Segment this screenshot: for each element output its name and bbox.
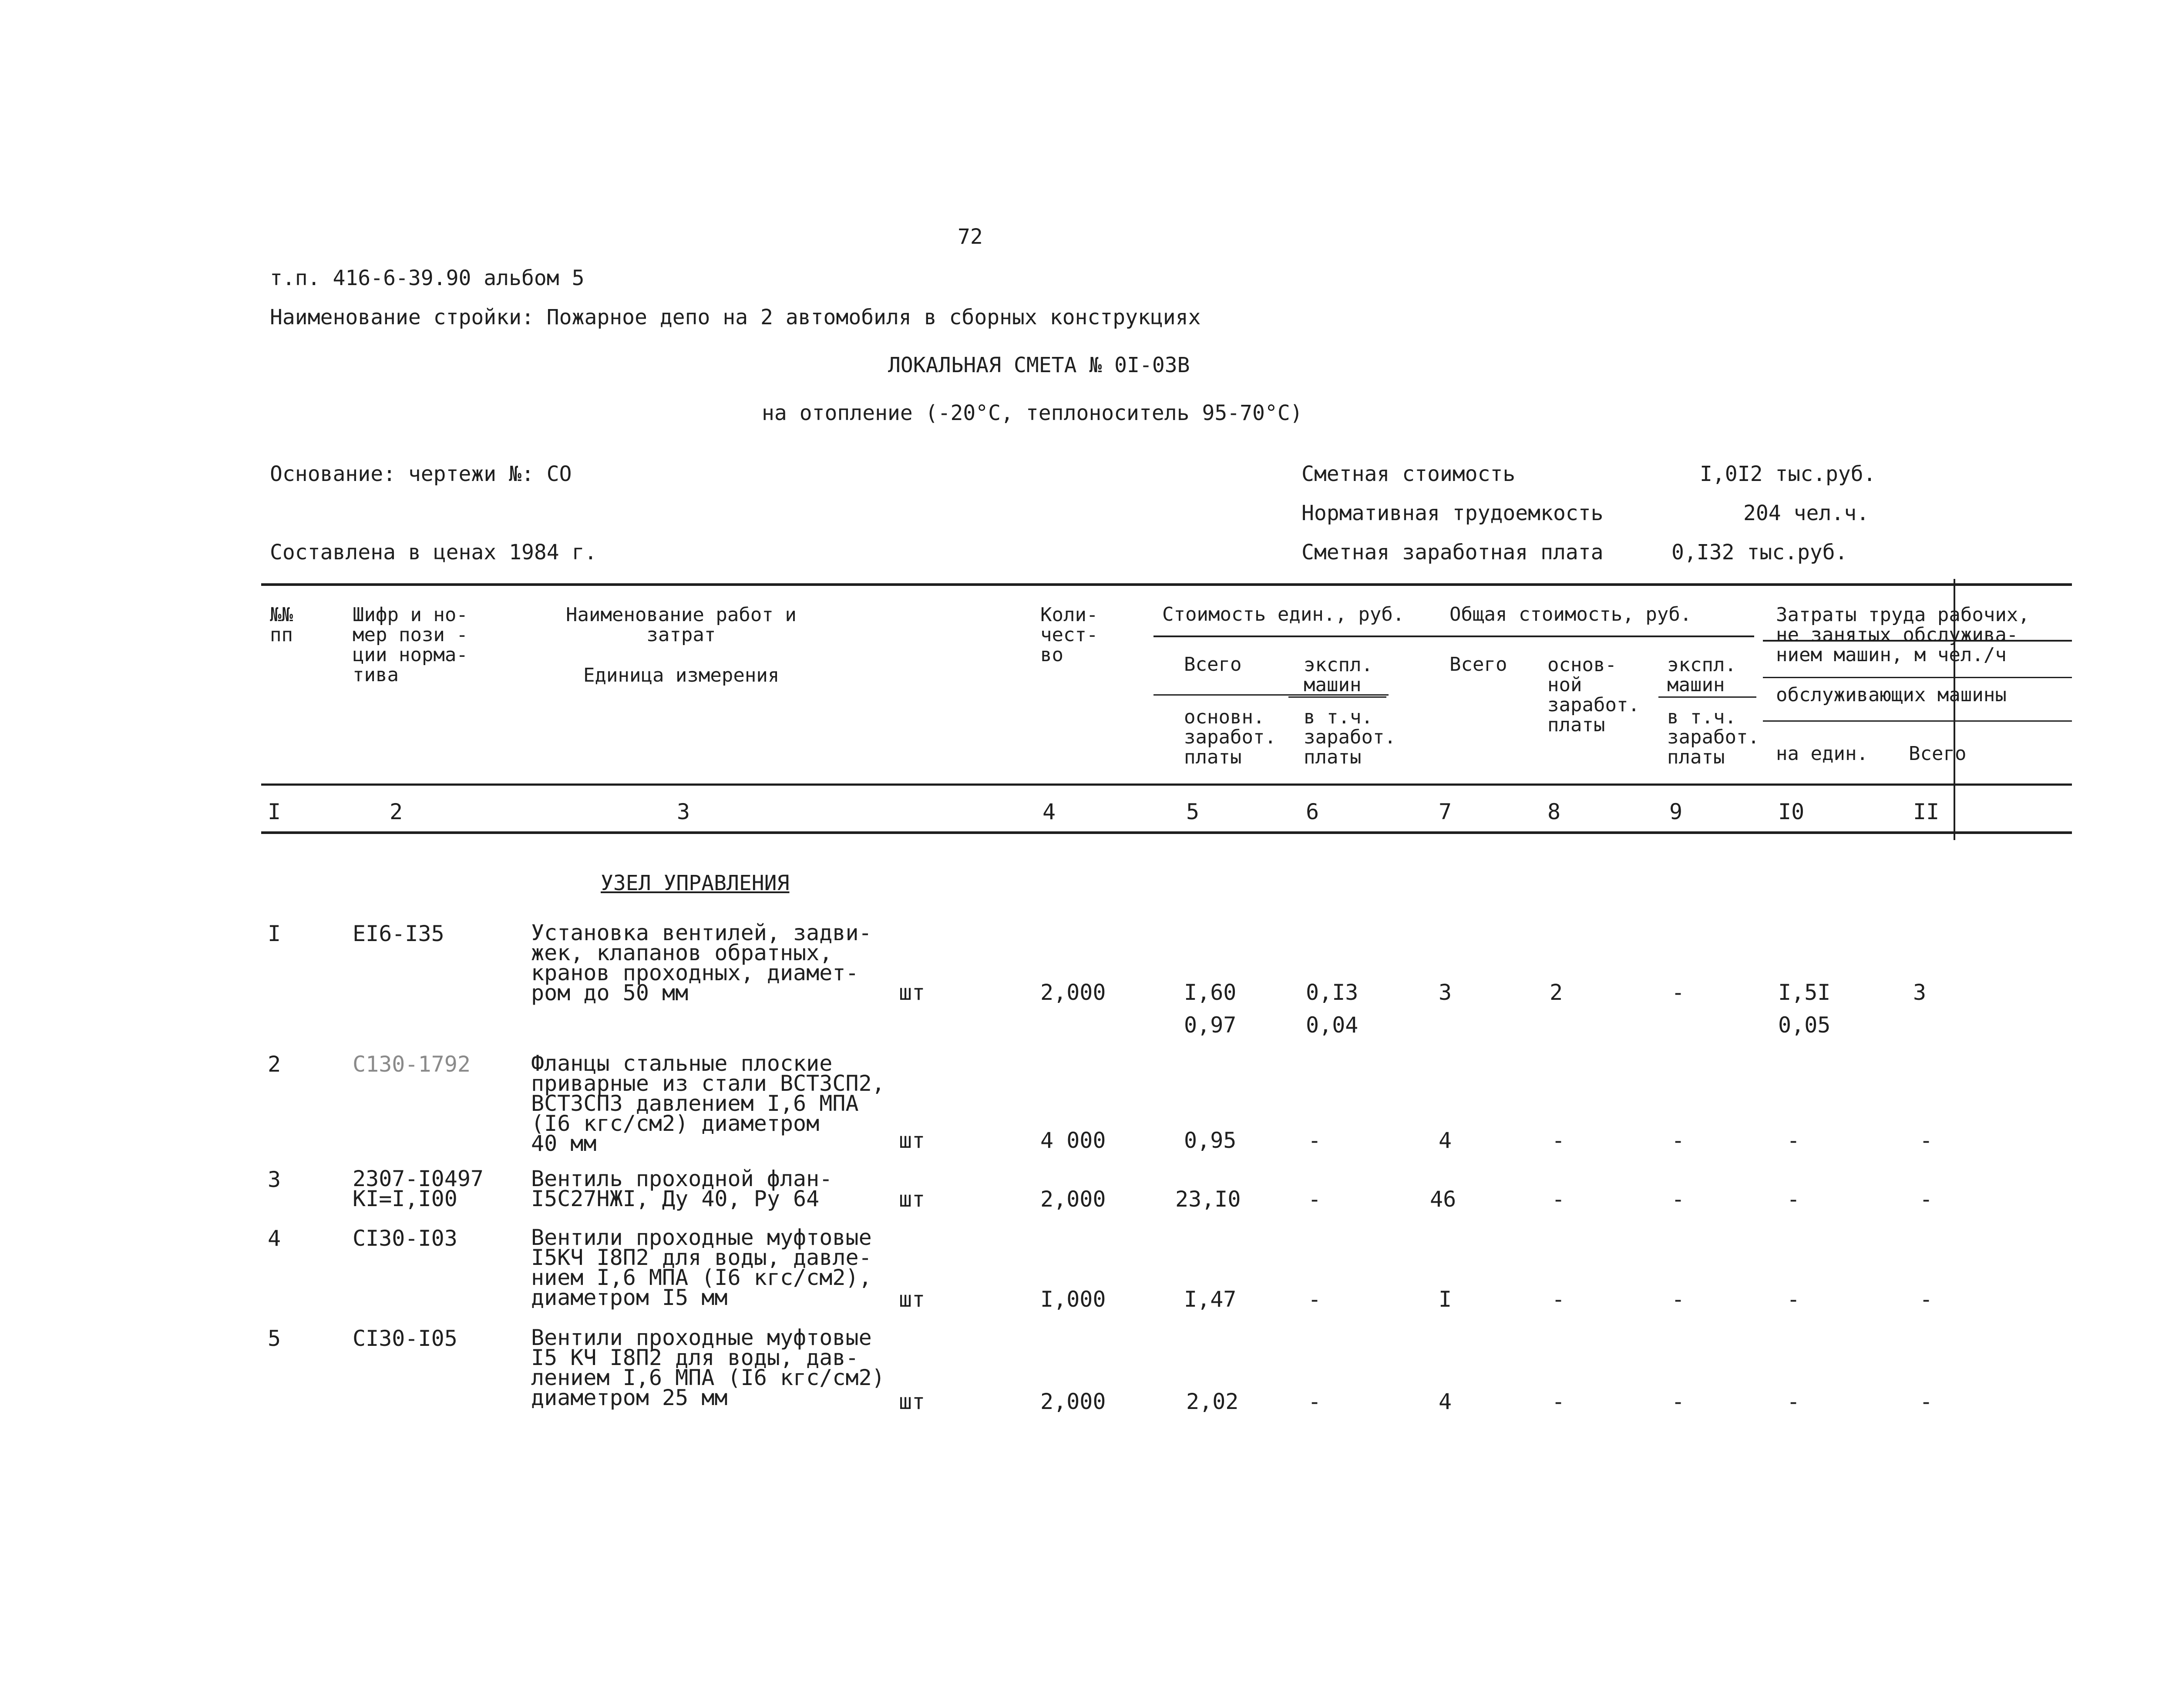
row-labor-unit: -	[1787, 1389, 1800, 1414]
row-qty: 2,000	[1040, 1389, 1106, 1414]
column-number: 4	[1042, 799, 1056, 824]
row-name: Фланцы стальные плоские приварные из стали ВСТ3СП2, ВСТ3СП3 давлением I,6 МПА (I6 кгс/см2) диаметром 40 мм	[531, 1051, 885, 1156]
row-unit-cost: 2,02	[1186, 1389, 1239, 1414]
row-total-expl: -	[1671, 980, 1685, 1005]
column-number: II	[1913, 799, 1940, 824]
summary-label-wages: Сметная заработная плата	[1301, 540, 1604, 565]
row-total-expl: -	[1671, 1187, 1685, 1212]
row-unit-wages: 0,97	[1184, 1012, 1237, 1038]
section-title: УЗЕЛ УПРАВЛЕНИЯ	[601, 871, 790, 895]
row-unit-expl: -	[1308, 1187, 1322, 1212]
row-labor-unit: -	[1787, 1287, 1800, 1312]
column-number: 6	[1306, 799, 1319, 824]
row-total: I	[1439, 1287, 1452, 1312]
row-labor-total: -	[1920, 1287, 1933, 1312]
col-header-num: №№ пп	[270, 604, 293, 646]
column-number: 8	[1547, 799, 1561, 824]
row-total: 4	[1439, 1128, 1452, 1153]
row-name: Установка вентилей, задви- жек, клапанов обратных, кранов проходных, диамет- ром до 50 мм	[531, 920, 872, 1005]
total-cost-group: Общая стоимость, руб.	[1449, 603, 1692, 625]
row-code: С130-1792	[353, 1052, 471, 1077]
row-unit: шт	[899, 1128, 925, 1153]
unit-cost-group: Стоимость един., руб.	[1162, 603, 1405, 625]
row-code: СI30-I03	[353, 1226, 457, 1251]
row-labor-unit: -	[1787, 1187, 1800, 1212]
col-header-machine-service: обслуживающих машины	[1776, 684, 2007, 706]
row-number: 2	[268, 1052, 281, 1077]
column-numbers-rule	[261, 831, 2072, 834]
summary-value-wages: 0,I32 тыс.руб.	[1671, 540, 1848, 565]
row-number: 5	[268, 1326, 281, 1351]
col-header-base-wages: основн. заработ. платы	[1184, 706, 1276, 768]
row-labor-total: -	[1920, 1128, 1933, 1153]
summary-value-cost: I,0I2 тыс.руб.	[1700, 462, 1876, 486]
col-header-expl: экспл. машин	[1304, 654, 1373, 696]
row-name: Вентили проходные муфтовые I5КЧ I8П2 для воды, давле- нием I,6 МПА (I6 кгс/см2), диаметром I5 мм	[531, 1225, 872, 1310]
page-number: 72	[958, 225, 983, 249]
construction-name: Наименование стройки: Пожарное депо на 2 автомобиля в сборных конструкциях	[270, 305, 1201, 329]
row-total-expl: -	[1671, 1287, 1685, 1312]
row-labor-total: 3	[1913, 980, 1927, 1005]
cost-group-rule	[1153, 635, 1754, 637]
col-header-incl-wages: в т.ч. заработ. платы	[1304, 706, 1396, 768]
row-total-base: -	[1552, 1389, 1565, 1414]
row-labor-unit: I,5I	[1778, 980, 1831, 1005]
row-total-base: 2	[1550, 980, 1563, 1005]
basis-line: Основание: чертежи №: СО	[270, 462, 572, 486]
row-unit-cost: 0,95	[1184, 1128, 1237, 1153]
row-code: ЕI6-I35	[353, 921, 444, 946]
row-unit: шт	[899, 980, 925, 1005]
column-number: 7	[1439, 799, 1452, 824]
row-unit-cost: 23,I0	[1175, 1187, 1241, 1212]
column-number: I0	[1778, 799, 1805, 824]
row-unit-expl: -	[1308, 1287, 1322, 1312]
row-total-base: -	[1552, 1287, 1565, 1312]
row-name: Вентили проходные муфтовые I5 КЧ I8П2 для воды, дав- лением I,6 МПА (I6 кгс/см2) диаметром 25 мм	[531, 1325, 885, 1410]
expl-underline-rule	[1288, 696, 1386, 698]
summary-label-labor: Нормативная трудоемкость	[1301, 501, 1604, 525]
header-bottom-rule	[261, 783, 2072, 786]
col-header-total-base: основ- ной заработ. платы	[1547, 654, 1640, 736]
row-qty: 4 000	[1040, 1128, 1106, 1153]
row-unit-expl: -	[1308, 1389, 1322, 1414]
col-header-name: Наименование работ и затрат	[566, 604, 797, 646]
col-header-code: Шифр и но- мер пози - ции норма- тива	[353, 604, 468, 686]
col-header-labor-total: Всего	[1909, 743, 1967, 765]
row-qty: I,000	[1040, 1287, 1106, 1312]
labor-sub-rule-2	[1763, 720, 2072, 722]
row-labor-total: -	[1920, 1389, 1933, 1414]
row-unit-expl: -	[1308, 1128, 1322, 1153]
col-header-all: Всего	[1184, 653, 1242, 676]
row-total-base: -	[1552, 1128, 1565, 1153]
column-number: 9	[1669, 799, 1683, 824]
column-number: I	[268, 799, 281, 824]
row-unit-expl-wages: 0,04	[1306, 1012, 1359, 1038]
estimate-title: ЛОКАЛЬНАЯ СМЕТА № 0I-03В	[888, 353, 1190, 377]
summary-value-labor: 204 чел.ч.	[1743, 501, 1869, 525]
table-top-rule	[261, 583, 2072, 586]
row-qty: 2,000	[1040, 1187, 1106, 1212]
row-total: 3	[1439, 980, 1452, 1005]
row-total-base: -	[1552, 1187, 1565, 1212]
row-number: I	[268, 921, 281, 946]
row-name: Вентиль проходной флан- I5С27НЖI, Ду 40, Ру 64	[531, 1166, 833, 1211]
column-number: 5	[1186, 799, 1200, 824]
row-labor-unit-2: 0,05	[1778, 1012, 1831, 1038]
col-header-qty: Коли- чест- во	[1040, 604, 1098, 666]
row-unit: шт	[899, 1187, 925, 1212]
row-unit: шт	[899, 1287, 925, 1312]
row-total-expl: -	[1671, 1389, 1685, 1414]
column-number: 2	[390, 799, 403, 824]
col-header-total-expl: экспл. машин	[1667, 654, 1736, 696]
labor-sub-rule	[1763, 677, 2072, 678]
col-header-total-incl: в т.ч. заработ. платы	[1667, 706, 1759, 768]
row-unit-cost: I,47	[1184, 1287, 1237, 1312]
row-labor-total: -	[1920, 1187, 1933, 1212]
column-number: 3	[677, 799, 690, 824]
row-code: СI30-I05	[353, 1326, 457, 1351]
row-labor-unit: -	[1787, 1128, 1800, 1153]
row-number: 3	[268, 1167, 281, 1192]
estimate-subtitle: на отопление (-20°С, теплоноситель 95-70°С)	[762, 401, 1303, 425]
row-total: 4	[1439, 1389, 1452, 1414]
row-number: 4	[268, 1226, 281, 1251]
summary-label-cost: Сметная стоимость	[1301, 462, 1516, 486]
row-unit-expl: 0,I3	[1306, 980, 1359, 1005]
row-code: 2307-I0497 КI=I,I00	[353, 1166, 484, 1211]
row-unit: шт	[899, 1389, 925, 1414]
row-total-expl: -	[1671, 1128, 1685, 1153]
row-unit-cost: I,60	[1184, 980, 1237, 1005]
col-header-per-unit: на един.	[1776, 743, 1868, 765]
row-qty: 2,000	[1040, 980, 1106, 1005]
project-reference: т.п. 416-6-39.90 альбом 5	[270, 266, 585, 290]
labor-group: Затраты труда рабочих, не занятых обслужива- нием машин, м чел./ч	[1776, 604, 2030, 666]
prices-year: Составлена в ценах 1984 г.	[270, 540, 597, 565]
col-header-unit: Единица измерения	[583, 664, 780, 686]
total-expl-underline-rule	[1658, 696, 1756, 698]
row-total: 46	[1430, 1187, 1456, 1212]
col-header-total-all: Всего	[1449, 653, 1507, 676]
